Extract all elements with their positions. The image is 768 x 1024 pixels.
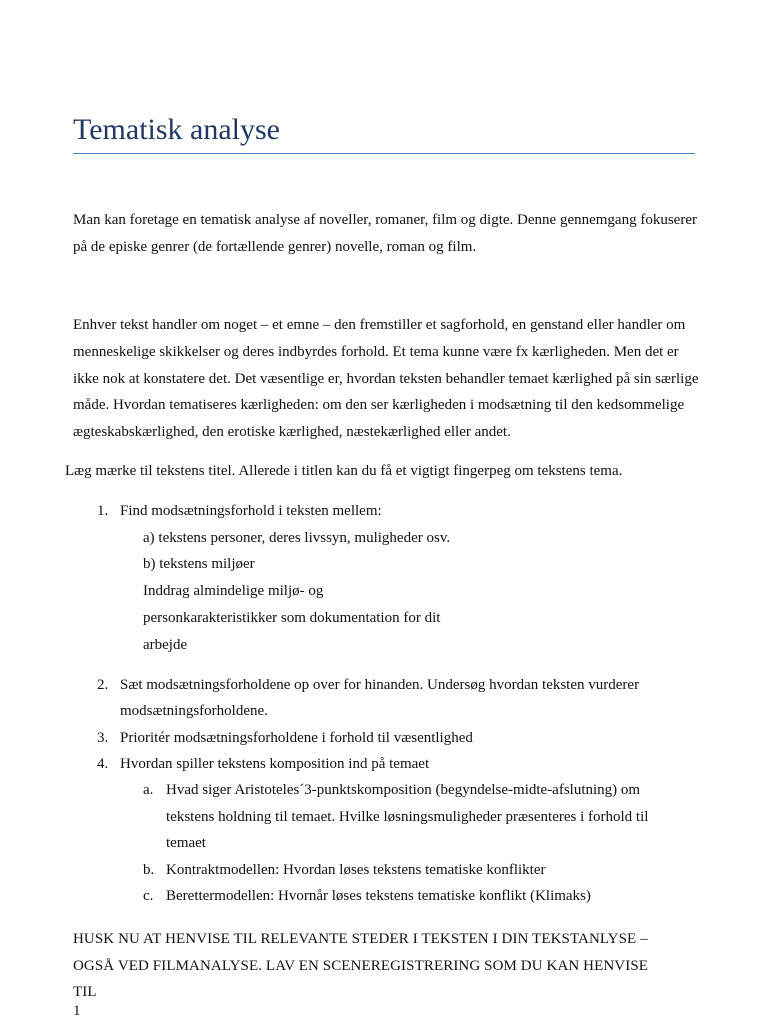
list-item-1-text: Find modsætningsforhold i teksten mellem: — [120, 503, 382, 519]
list-number-2: 2. — [97, 677, 109, 693]
list-item-1-note-line-2: personkarakteristikker som dokumentation for dit — [143, 610, 441, 626]
list-item-1-note-line-3: arbejde — [143, 637, 188, 653]
list-number-3: 3. — [97, 730, 109, 746]
list-number-4: 4. — [97, 756, 109, 772]
theme-paragraph: Enhver tekst handler om noget – et emne – den fremstiller et sagforhold, en genstand eller handler om menneskelige skikkelser og deres indbyrdes forhold. Et tema kunne være fx kærligheden. Men det er ikke nok at konstatere det. Det væsentlige er, hvordan teksten behandler temaet kærlighed på sin særlige måde. Hvordan tematiseres kærligheden: om den ser kærligheden i modsætning til den kedsommelige ægteskabskærlighed, den erotiske kærlighed, næstekærlighed eller andet. — [73, 317, 699, 441]
list-item-4-sub-b-label: b. — [143, 862, 155, 878]
reminder-paragraph: HUSK NU AT HENVISE TIL RELEVANTE STEDER I TEKSTEN I DIN TEKSTANLYSE – OGSÅ VED FILMANALYSE. LAV EN SCENEREGISTRERING SOM DU KAN HENVISE TIL — [73, 931, 649, 1000]
list-item-4-sub-b-text: Kontraktmodellen: Hvordan løses tekstens tematiske konflikter — [166, 862, 546, 878]
list-item-1-note-line-1: Inddrag almindelige miljø- og — [143, 583, 324, 599]
list-item-4-sub-a-line-1: Hvad siger Aristoteles´3-punktskomposition (begyndelse-midte-afslutning) om — [166, 782, 641, 798]
list-item-2-line-2: modsætningsforholdene. — [120, 703, 268, 719]
list-item-4-sub-a-line-2: tekstens holdning til temaet. Hvilke løsningsmuligheder præsenteres i forhold til — [166, 809, 649, 825]
intro-paragraph: Man kan foretage en tematisk analyse af noveller, romaner, film og digte. Denne gennemgang fokuserer på de episke genrer (de fortællende genrer) novelle, roman og film. — [73, 212, 697, 255]
page-title: Tematisk analyse — [73, 113, 280, 146]
list-item-4-sub-c-label: c. — [143, 888, 154, 904]
list-item-4-sub-c-text: Berettermodellen: Hvornår løses tekstens tematiske konflikt (Klimaks) — [166, 888, 591, 904]
list-item-4-sub-a-label: a. — [143, 782, 154, 798]
list-item-2-line-1: Sæt modsætningsforholdene op over for hinanden. Undersøg hvordan teksten vurderer — [120, 677, 640, 693]
list-item-4-text: Hvordan spiller tekstens komposition ind på temaet — [120, 756, 430, 772]
list-number-1: 1. — [97, 503, 109, 519]
list-item-1-sub-b: b) tekstens miljøer — [143, 556, 255, 572]
page-number: 1 — [73, 1003, 81, 1019]
list-item-4-sub-a-line-3: temaet — [166, 835, 206, 851]
title-underline — [73, 153, 695, 154]
list-item-1-sub-a: a) tekstens personer, deres livssyn, muligheder osv. — [143, 530, 451, 546]
list-item-3-text: Prioritér modsætningsforholdene i forhold til væsentlighed — [120, 730, 473, 746]
title-note-paragraph: Læg mærke til tekstens titel. Allerede i titlen kan du få et vigtigt fingerpeg om tekstens tema. — [65, 463, 623, 479]
